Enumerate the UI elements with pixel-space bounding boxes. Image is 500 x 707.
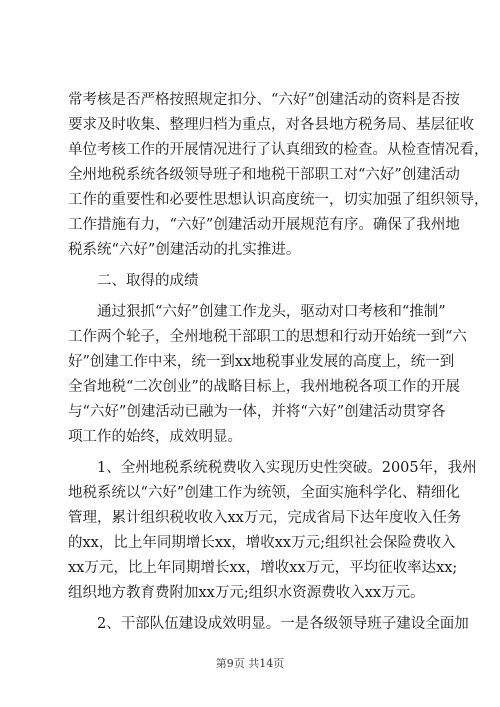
text-line: xx万元，比上年同期增长xx，增收xx万元，平均征收率达xx; xyxy=(68,560,458,576)
paragraph-achievements-intro xyxy=(68,300,467,450)
text-line: 工作措施有力，“六好”创建活动开展规范有序。确保了我州地 xyxy=(68,217,460,233)
text-line: 2、干部队伍建设成效明显。一是各级领导班子建设全面加 xyxy=(97,616,469,632)
text-line: 单位考核工作的开展情况进行了认真细致的检查。从检查情况看， xyxy=(68,142,489,158)
text-line: 税系统“六好”创建活动的扎实推进。 xyxy=(68,242,301,258)
text-line: 项工作的始终，成效明显。 xyxy=(68,429,242,445)
text-line: 地税系统以“六好”创建工作为统领，全面实施科学化、精细化 xyxy=(68,485,460,501)
text-line: 工作两个轮子，全州地税干部职工的思想和行动开始统一到“六 xyxy=(68,329,467,345)
heading-line: 二、取得的成绩 xyxy=(97,273,199,289)
text-line: 通过狠抓“六好”创建工作龙头，驱动对口考核和“推制” xyxy=(97,304,446,320)
text-line: 1、全州地税系统税费收入实现历史性突破。2005年，我州 xyxy=(97,460,477,476)
text-line: 全省地税“二次创业”的战略目标上，我州地税各项工作的开展 xyxy=(68,379,460,395)
paragraph-team-building xyxy=(68,612,469,637)
text-line: 组织地方教育费附加xx万元;组织水资源费收入xx万元。 xyxy=(68,585,425,601)
text-line: 要求及时收集、整理归档为重点，对各县地方税务局、基层征收 xyxy=(68,117,474,133)
text-line: 好”创建工作中来，统一到xx地税事业发展的高度上，统一到 xyxy=(68,354,455,370)
text-line: 与“六好”创建活动已融为一体，并将“六好”创建活动贯穿各 xyxy=(68,404,446,420)
text-line: 常考核是否严格按照规定扣分、“六好”创建活动的资料是否按 xyxy=(68,92,460,108)
text-line: 的xx，比上年同期增长xx，增收xx万元;组织社会保险费收入 xyxy=(68,535,456,551)
paragraph-continuation xyxy=(68,88,489,263)
section-heading xyxy=(68,269,438,294)
text-line: 管理，累计组织税收收入xx万元，完成省局下达年度收入任务 xyxy=(68,510,462,526)
text-line: 工作的重要性和必要性思想认识高度统一，切实加强了组织领导， xyxy=(68,192,489,208)
page-footer: 第9页 共14页 xyxy=(215,657,285,670)
text-line: 全州地税系统各级领导班子和地税干部职工对“六好”创建活动 xyxy=(68,167,460,183)
paragraph-revenue xyxy=(68,456,477,606)
document-body xyxy=(68,88,489,637)
